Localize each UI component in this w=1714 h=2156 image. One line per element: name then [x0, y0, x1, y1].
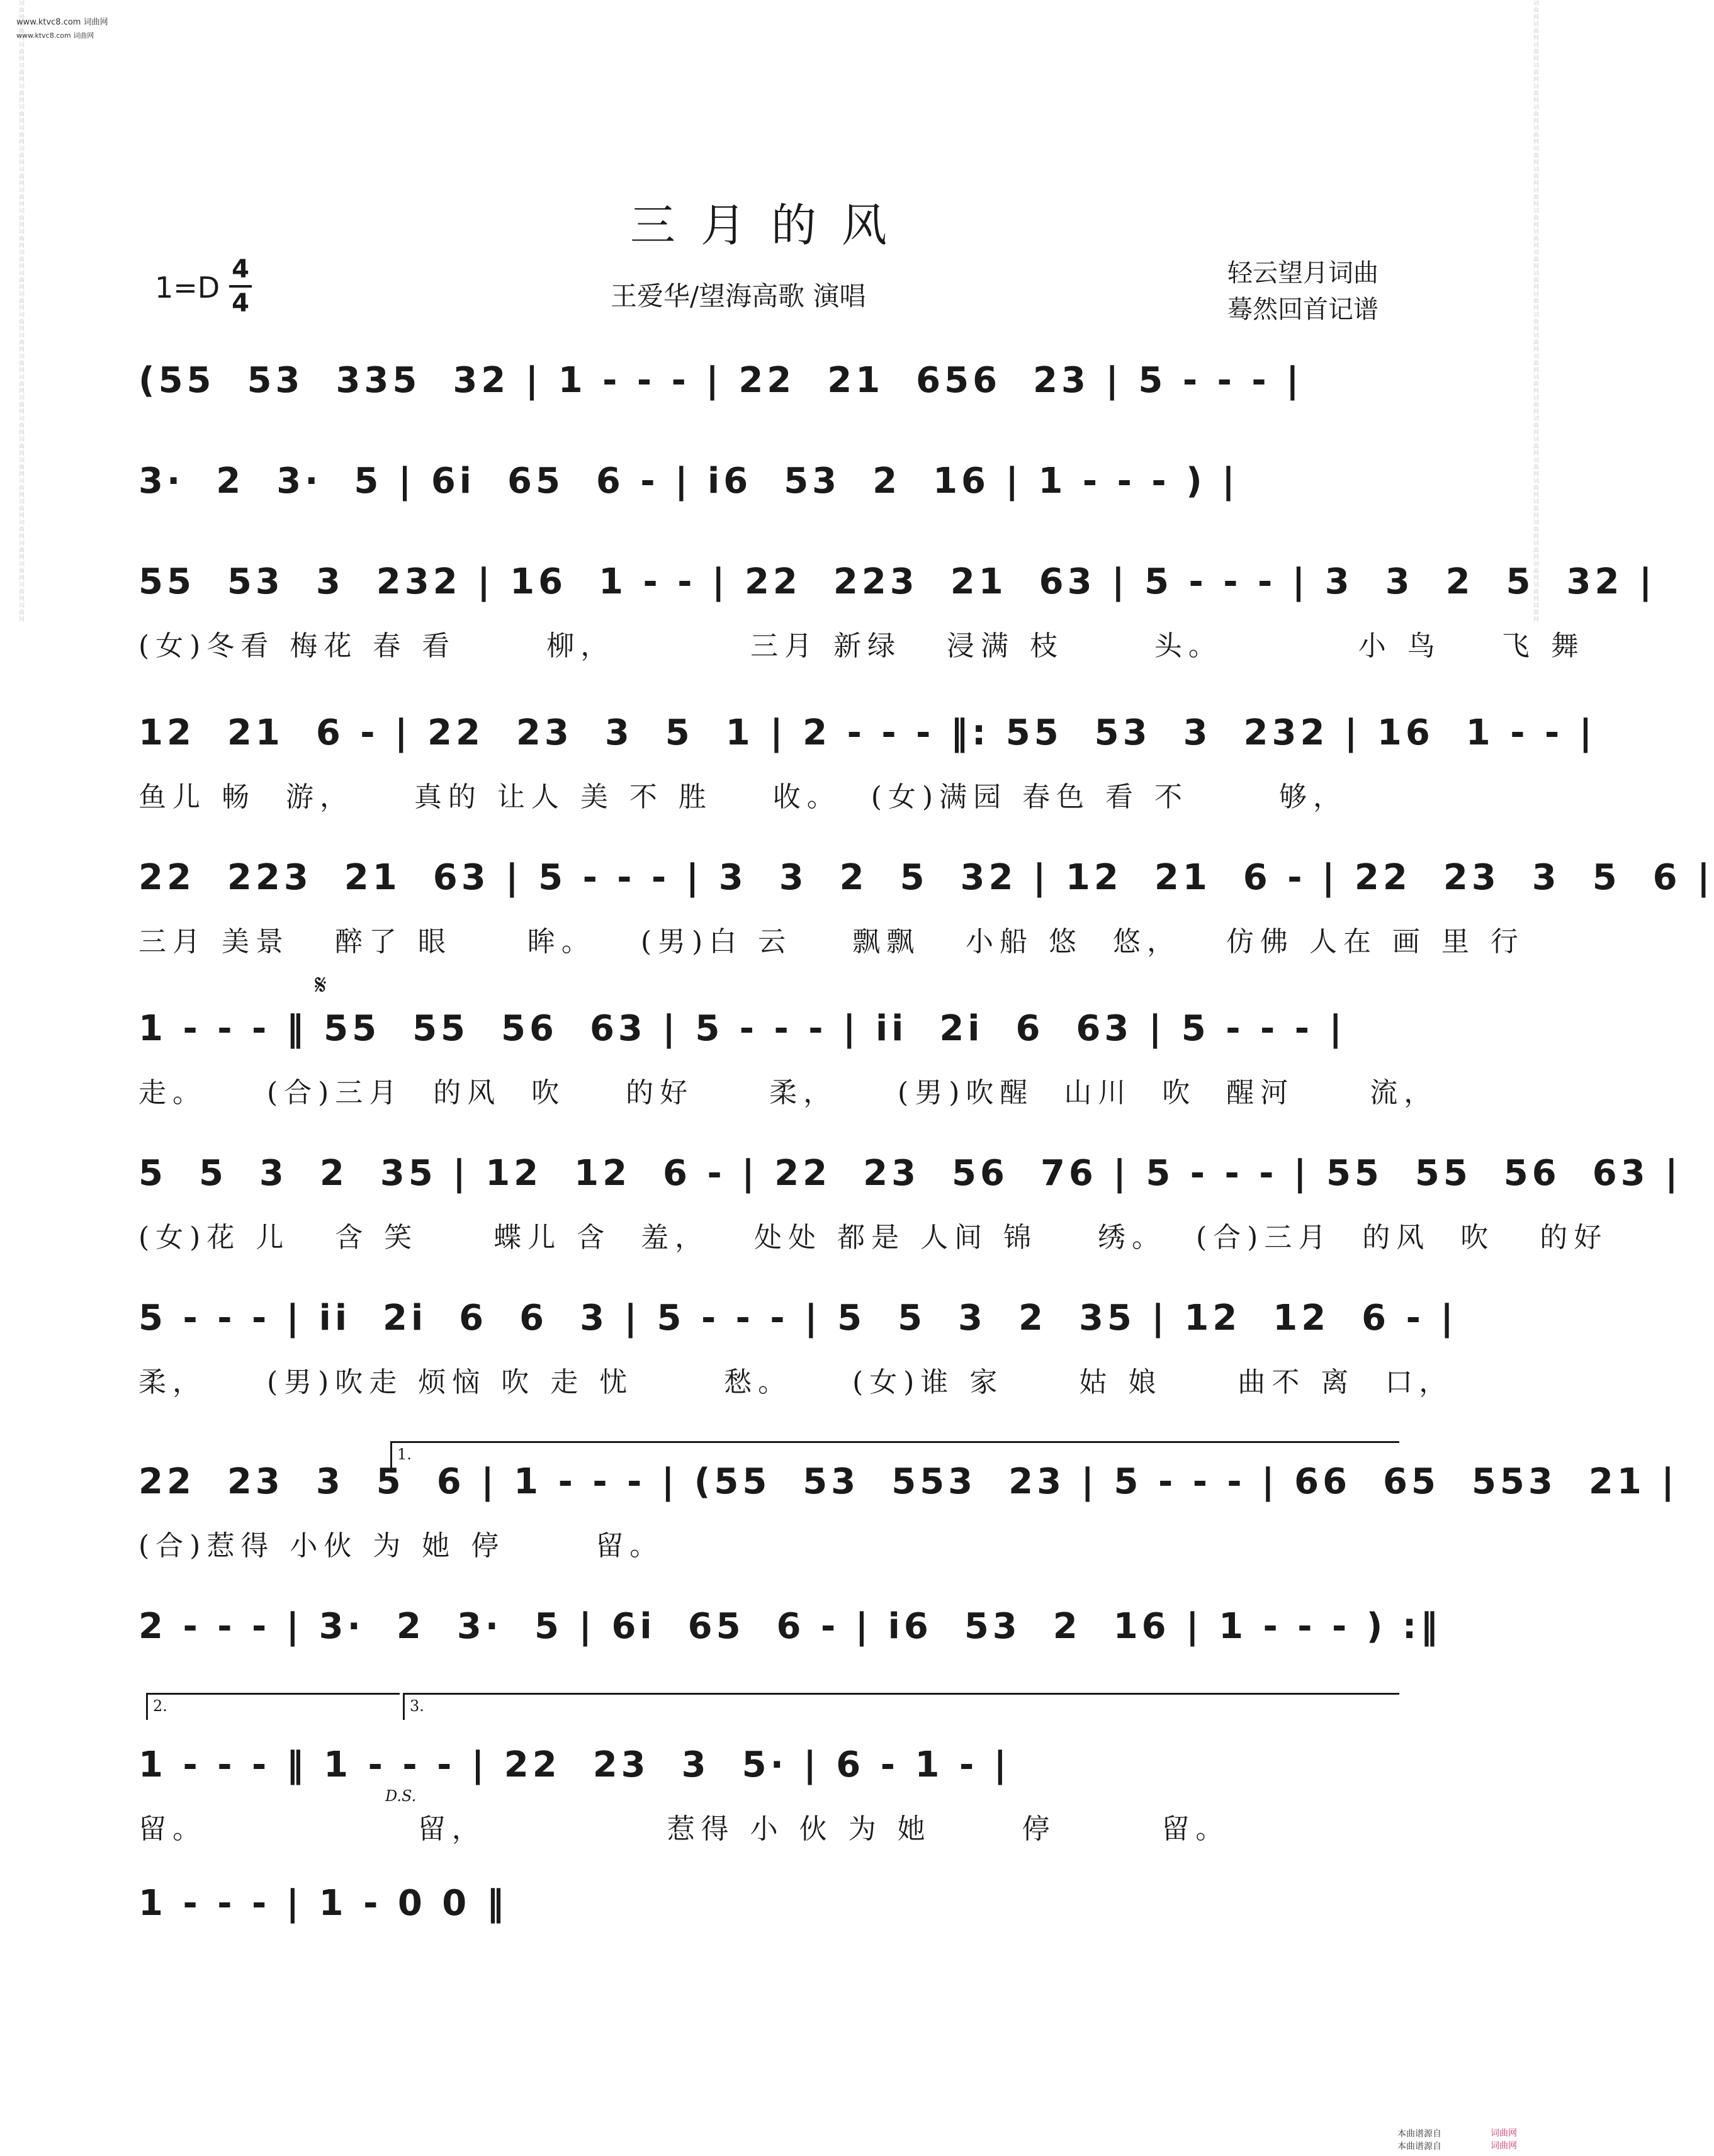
- key-signature: 1=D: [155, 271, 220, 305]
- site-watermark-small: www.ktvc8.com 词曲网: [16, 31, 94, 40]
- lyric-line: 留。 留， 惹得 小 伙 为 她 停 留。: [138, 1813, 1230, 1845]
- song-title: 三月的风: [629, 199, 912, 252]
- lyric-line: 走。 (合)三月 的风 吹 的好 柔， (男)吹醒 山川 吹 醒河 流，: [138, 1077, 1438, 1109]
- notation-row: 3· 2 3· 5 | 6i 65 6 - | i6 53 2 16 | 1 - - - ) |: [138, 461, 1239, 502]
- footer-source-label: 本曲谱源自: [1397, 2129, 1441, 2139]
- lyric-line: (女)冬看 梅花 春 看 柳， 三月 新绿 浸满 枝 头。 小 鸟 飞 舞: [138, 630, 1585, 662]
- footer-logo: 词曲网 词曲网: [1491, 2128, 1517, 2151]
- notation-row: 1 - - - ‖ 55 55 56 63 | 5 - - - | ii 2i 6 63 | 5 - - - |: [138, 1008, 1346, 1049]
- lyric-line: 鱼儿 畅 游， 真的 让人 美 不 胜 收。 (女)满园 春色 看 不 够，: [138, 781, 1347, 813]
- notation-row: 1 - - - ‖ 1 - - - | 22 23 3 5· | 6 - 1 - |: [138, 1744, 1011, 1785]
- transcriber-credit: 蓦然回首记谱: [1227, 295, 1379, 324]
- notation-row: (55 53 335 32 | 1 - - - | 22 21 656 23 | 5 - - - |: [138, 360, 1303, 401]
- lyric-line: (合)惹得 小伙 为 她 停 留。: [138, 1530, 664, 1562]
- right-watermark-strip: 词曲网词曲网词曲网词曲网词曲网词曲网词曲网词曲网词曲网词曲网词曲网词曲网词曲网词曲网词曲网词曲网词曲网词曲网词曲网词曲网词曲网词曲网词曲网词曲网词曲网词曲网词曲网词曲网词曲网词曲网: [1532, 0, 1538, 623]
- notation-row: 1 - - - | 1 - 0 0 ‖: [138, 1883, 508, 1924]
- notation-row: 22 23 3 5 6 | 1 - - - | (55 53 553 23 | 5 - - - | 66 65 553 21 |: [138, 1461, 1678, 1502]
- volta-3: 3.: [403, 1693, 1399, 1720]
- time-signature-top: 4: [232, 255, 249, 284]
- volta-1: 1.: [390, 1441, 1399, 1468]
- lyric-line: 三月 美景 醉了 眼 眸。 (男)白 云 飘飘 小船 悠 悠， 仿佛 人在 画 里 行: [138, 926, 1525, 958]
- notation-row: 22 223 21 63 | 5 - - - | 3 3 2 5 32 | 12 21 6 - | 22 23 3 5 6 |: [138, 857, 1714, 898]
- segno-sign: 𝄋: [315, 969, 327, 1001]
- lyric-line: 柔， (男)吹走 烦恼 吹 走 忧 愁。 (女)谁 家 姑 娘 曲不 离 口，: [138, 1366, 1453, 1398]
- notation-row: 12 21 6 - | 22 23 3 5 1 | 2 - - - ‖: 55 53 3 232 | 16 1 - - |: [138, 712, 1596, 753]
- notation-row: 5 5 3 2 35 | 12 12 6 - | 22 23 56 76 | 5 - - - | 55 55 56 63 |: [138, 1153, 1682, 1194]
- time-signature: [228, 255, 253, 318]
- performers: 王爱华/望海高歌 演唱: [611, 281, 866, 312]
- volta-2: 2.: [146, 1693, 400, 1720]
- time-signature-divider: [229, 285, 252, 288]
- ds-marking: D.S.: [385, 1787, 417, 1805]
- left-watermark-strip: 词曲网词曲网词曲网词曲网词曲网词曲网词曲网词曲网词曲网词曲网词曲网词曲网词曲网词曲网词曲网词曲网词曲网词曲网词曲网词曲网词曲网词曲网词曲网词曲网词曲网词曲网词曲网词曲网词曲网词曲网: [18, 0, 24, 623]
- notation-row: 5 - - - | ii 2i 6 6 3 | 5 - - - | 5 5 3 2 35 | 12 12 6 - |: [138, 1298, 1457, 1339]
- lyric-line: (女)花 儿 含 笑 蝶儿 含 羞， 处处 都是 人间 锦 绣。 (合)三月 的风 吹 的好: [138, 1221, 1608, 1254]
- time-signature-bottom: 4: [232, 289, 249, 318]
- lyricist-credit: 轻云望月词曲: [1227, 259, 1379, 288]
- notation-row: 2 - - - | 3· 2 3· 5 | 6i 65 6 - | i6 53 2 16 | 1 - - - ) :‖: [138, 1606, 1442, 1647]
- site-watermark: www.ktvc8.com 词曲网: [16, 18, 108, 27]
- notation-row: 55 53 3 232 | 16 1 - - | 22 223 21 63 | 5 - - - | 3 3 2 5 32 |: [138, 561, 1656, 602]
- footer-source-label-2: 本曲谱源自: [1397, 2142, 1441, 2152]
